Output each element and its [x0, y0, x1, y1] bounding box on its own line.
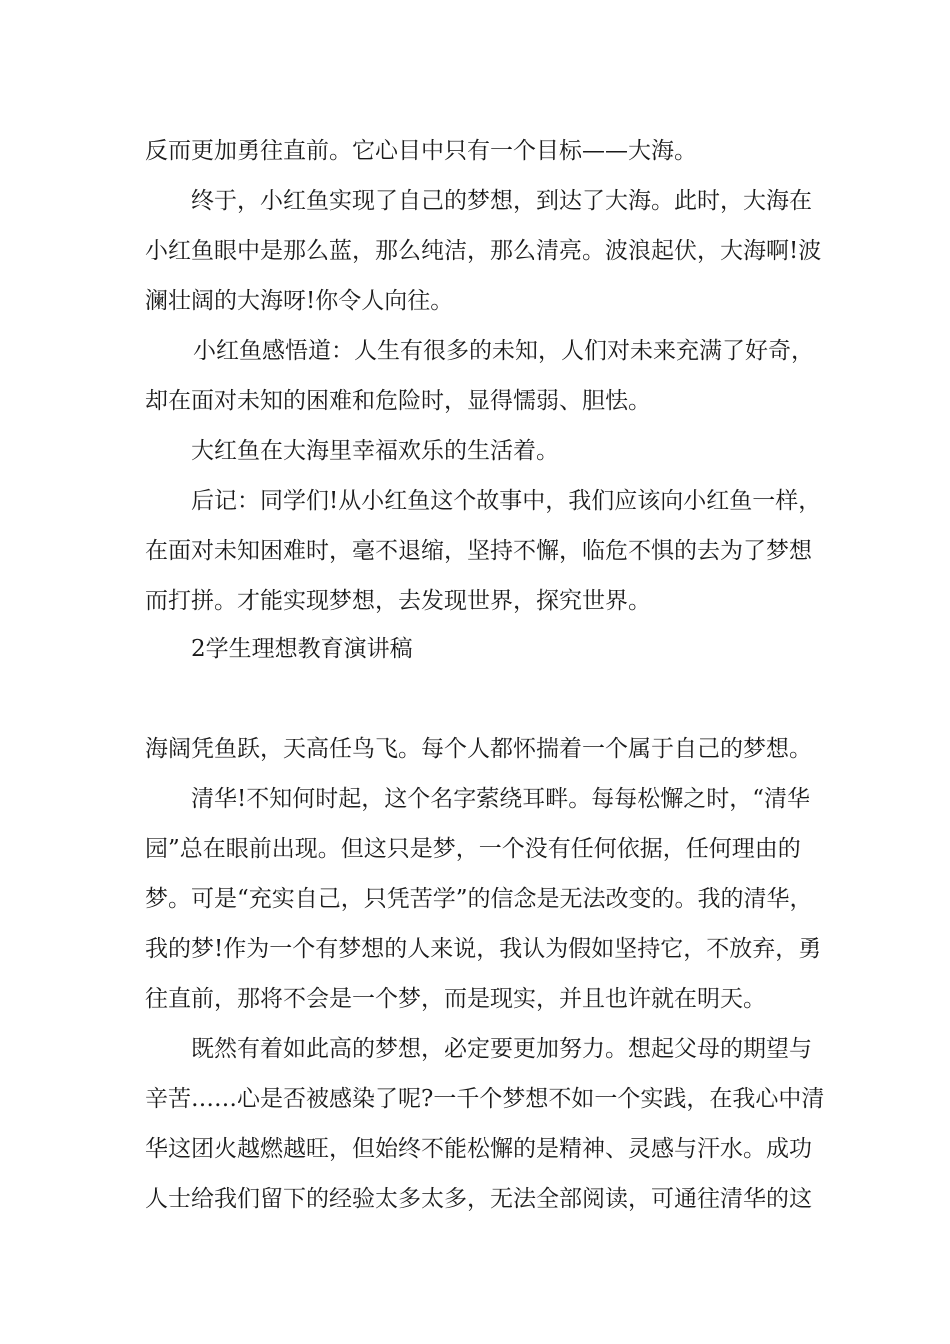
text-line: 海阔凭鱼跃，天高任鸟飞。每个人都怀揣着一个属于自己的梦想。	[145, 736, 812, 762]
text-line: 清华!不知何时起，这个名字萦绕耳畔。每每松懈之时，“清华	[191, 786, 811, 812]
section-heading: 2学生理想教育演讲稿	[191, 636, 413, 662]
text-line: 我的梦!作为一个有梦想的人来说，我认为假如坚持它，不放弃，勇	[145, 936, 822, 962]
text-line: 华这团火越燃越旺，但始终不能松懈的是精神、灵感与汗水。成功	[145, 1136, 812, 1162]
text-line: 既然有着如此高的梦想，必定要更加努力。想起父母的期望与	[191, 1036, 812, 1062]
text-line: 往直前，那将不会是一个梦，而是现实，并且也许就在明天。	[145, 986, 766, 1012]
text-line: 梦。可是“充实自己，只凭苦学”的信念是无法改变的。我的清华，	[145, 886, 813, 912]
text-line: 终于，小红鱼实现了自己的梦想，到达了大海。此时，大海在	[191, 188, 812, 214]
text-line: 辛苦……心是否被感染了呢?一千个梦想不如一个实践，在我心中清	[145, 1086, 825, 1112]
text-line: 而打拼。才能实现梦想，去发现世界，探究世界。	[145, 588, 651, 614]
text-line: 在面对未知困难时，毫不退缩，坚持不懈，临危不惧的去为了梦想	[145, 538, 812, 564]
text-line: 小红鱼感悟道：人生有很多的未知，人们对未来充满了好奇，	[193, 338, 814, 364]
text-line: 澜壮阔的大海呀!你令人向往。	[145, 288, 454, 314]
text-line: 园”总在眼前出现。但这只是梦，一个没有任何依据，任何理由的	[145, 836, 801, 862]
text-line: 反而更加勇往直前。它心目中只有一个目标——大海。	[145, 138, 697, 164]
text-line: 后记：同学们!从小红鱼这个故事中，我们应该向小红鱼一样，	[191, 488, 822, 514]
text-line: 大红鱼在大海里幸福欢乐的生活着。	[191, 438, 559, 464]
text-line: 小红鱼眼中是那么蓝，那么纯洁，那么清亮。波浪起伏，大海啊!波	[145, 238, 822, 264]
text-line: 人士给我们留下的经验太多太多，无法全部阅读，可通往清华的这	[145, 1186, 812, 1212]
text-line: 却在面对未知的困难和危险时，显得懦弱、胆怯。	[145, 388, 651, 414]
